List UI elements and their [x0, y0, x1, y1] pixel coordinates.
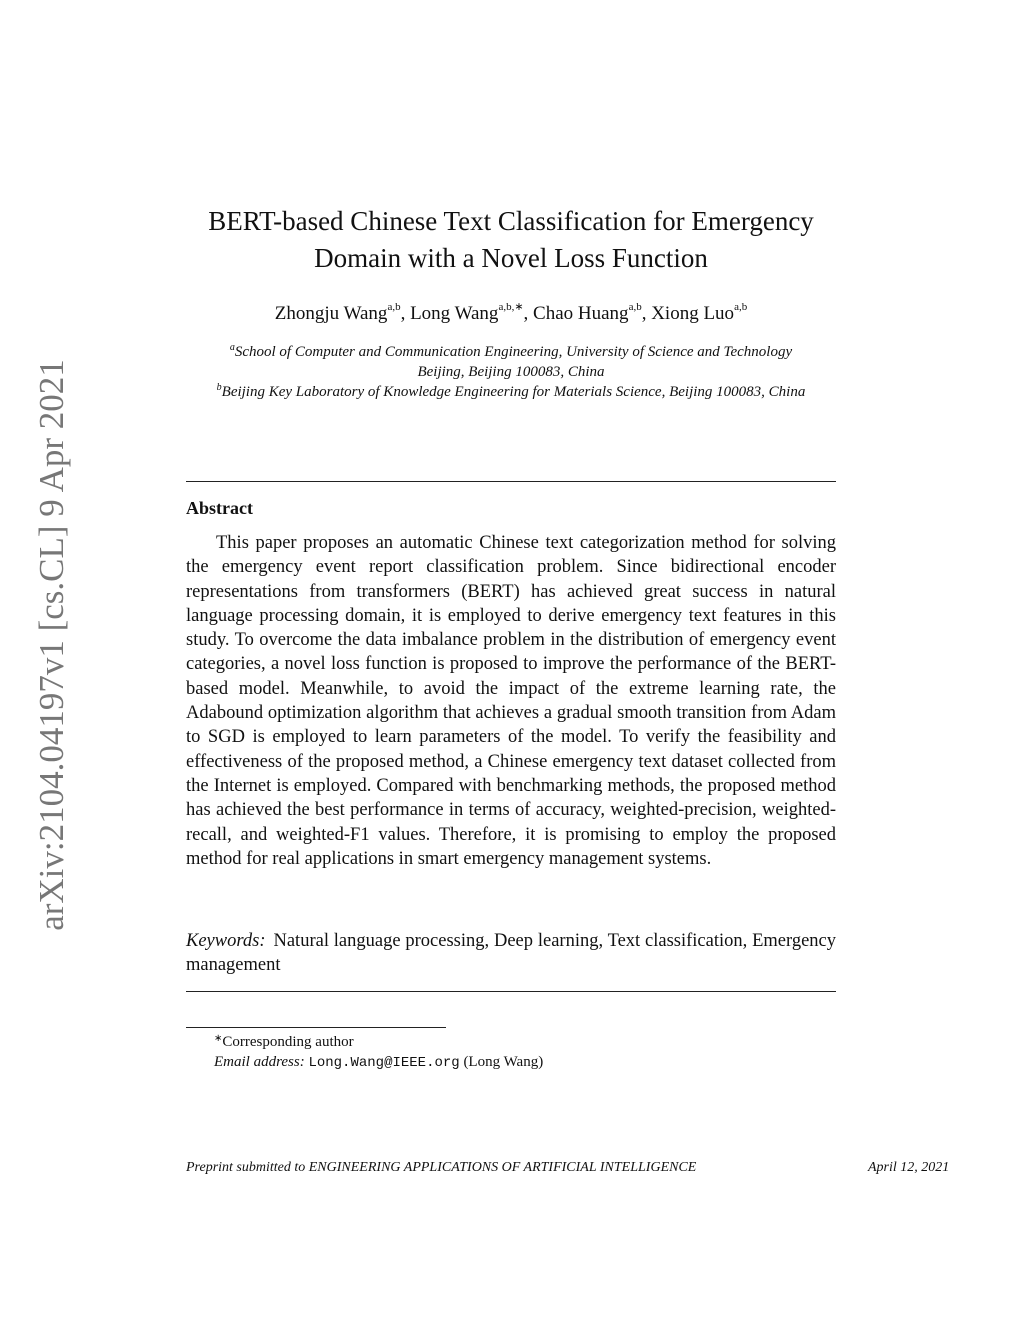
- author-list: [186, 300, 836, 328]
- author-separator: ,: [641, 303, 652, 324]
- affiliation-mark: a: [229, 342, 235, 353]
- author-name: Zhongju Wang: [274, 303, 388, 324]
- abstract-heading: Abstract: [186, 498, 253, 518]
- author-affiliation-mark: a,b: [734, 301, 748, 313]
- footnote-mark: ∗: [214, 1033, 223, 1044]
- affiliation-list: [206, 342, 816, 402]
- affiliation-a: [206, 342, 816, 382]
- author-separator: ,: [400, 303, 411, 324]
- email-owner: (Long Wang): [463, 1054, 544, 1070]
- email-label: Email address:: [214, 1054, 305, 1070]
- author-separator: ,: [523, 303, 534, 324]
- affiliation-b: [206, 382, 816, 402]
- footnote-rule: [186, 1027, 446, 1028]
- affiliation-mark: b: [216, 382, 222, 393]
- abstract-body: This paper proposes an automatic Chinese text categorization method for solving the emergency event report classification problem. Since bidirectional encoder representations from transformers (BERT) has achieved great success in natural language processing domain, it is employed to derive emergency text features in this study. To overcome the data imbalance problem in the distribution of emergency event categories, a novel loss function is proposed to improve the performance of the BERT-based model. Meanwhile, to avoid the impact of the extreme learning rate, the Adabound optimization algorithm that achieves a gradual smooth transition from Adam to SGD is employed to learn parameters of the model. To verify the feasibility and effectiveness of the proposed method, a Chinese emergency text dataset collected from the Internet is employed. Compared with benchmarking methods, the proposed method has achieved the best performance in terms of accuracy, weighted-precision, weighted-recall, and weighted-F1 values. Therefore, it is promising to employ the proposed method for real applications in smart emergency management systems.: [186, 533, 836, 869]
- corresponding-author-footnote: [214, 1032, 354, 1052]
- keywords: [186, 929, 836, 978]
- abstract-top-rule: [186, 481, 836, 482]
- email-address-link[interactable]: Long.Wang@IEEE.org: [308, 1055, 460, 1071]
- keywords-label: Keywords:: [186, 931, 266, 951]
- submission-date: April 12, 2021: [868, 1160, 950, 1175]
- author-affiliation-mark: a,b,∗: [498, 301, 524, 313]
- author-name: Chao Huang: [533, 303, 629, 324]
- author-name: Xiong Luo: [651, 303, 735, 324]
- affiliation-text: Beijing Key Laboratory of Knowledge Engineering for Materials Science, Beijing 100083, China: [221, 384, 806, 400]
- title-line-2: Domain with a Novel Loss Function: [314, 243, 708, 273]
- affiliation-text: School of Computer and Communication Engineering, University of Science and Technology Beijing, Beijing 100083, China: [234, 344, 793, 380]
- footnote-text: Corresponding author: [222, 1034, 354, 1050]
- paper-title: [186, 203, 836, 277]
- keywords-text: Natural language processing, Deep learning, Text classification, Emergency management: [186, 931, 836, 976]
- author-affiliation-mark: a,b: [628, 301, 642, 313]
- author-name: Long Wang: [410, 303, 499, 324]
- preprint-note: Preprint submitted to ENGINEERING APPLICATIONS OF ARTIFICIAL INTELLIGENCE: [186, 1160, 697, 1175]
- title-line-1: BERT-based Chinese Text Classification for Emergency: [208, 206, 814, 236]
- author-affiliation-mark: a,b: [387, 301, 401, 313]
- email-footnote: [214, 1052, 543, 1073]
- arxiv-identifier-text: arXiv:2104.04197v1 [cs.CL] 9 Apr 2021: [32, 359, 71, 931]
- abstract-bottom-rule: [186, 991, 836, 992]
